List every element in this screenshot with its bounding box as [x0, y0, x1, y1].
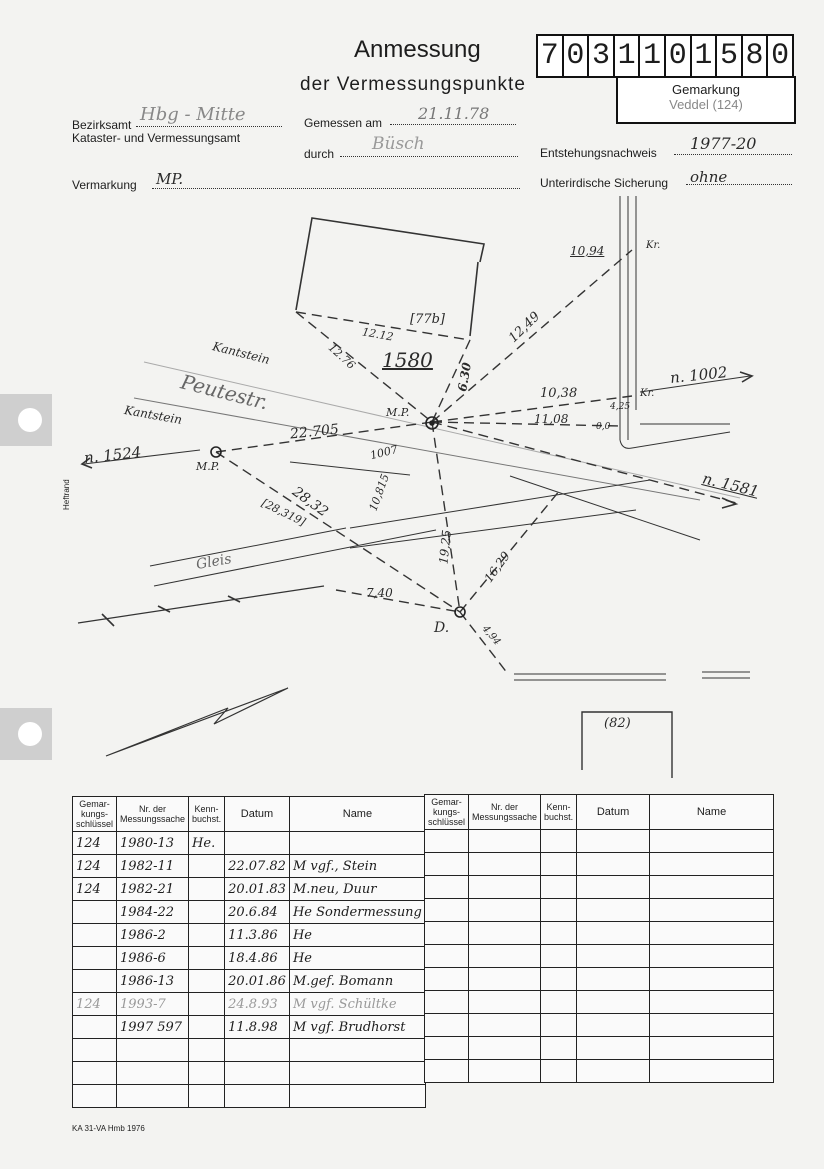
table-header-row: Gemar-kungs-schlüssel Nr. der Messungssache Kenn-buchst. Datum Name: [73, 797, 426, 832]
table-header-row: Gemar-kungs-schlüssel Nr. der Messungssache Kenn-buchst. Datum Name: [425, 795, 774, 830]
bezirksamt-label: Bezirksamt: [72, 118, 132, 132]
table-row: 1984-22 20.6.84 He Sondermessung: [73, 901, 426, 924]
measure-1038: 10,38: [540, 386, 578, 401]
table-row: 1986-2 11.3.86 He: [73, 924, 426, 947]
table-row: 1986-6 18.4.86 He: [73, 947, 426, 970]
sicherung-label: Unterirdische Sicherung: [540, 176, 669, 190]
table-row: 124 1982-21 20.01.83 M.neu, Duur: [73, 878, 426, 901]
measure-1925: 19,25: [436, 529, 454, 565]
table-row: [425, 830, 774, 853]
table-row: [73, 1085, 426, 1108]
gemessen-label: Gemessen am: [304, 116, 383, 130]
form-title: Anmessung: [354, 36, 481, 63]
measure-22705: 22.705: [289, 421, 340, 443]
ref-82: (82): [604, 716, 631, 731]
measure-1108: 11,08: [534, 412, 569, 426]
measure-425: 4,25: [610, 402, 631, 412]
measure-1629: 16,29: [481, 548, 513, 586]
table-row: [425, 853, 774, 876]
kataster-label: Kataster- und Vermessungsamt: [72, 131, 241, 145]
table-row: [425, 899, 774, 922]
table-row: [425, 991, 774, 1014]
form-footer: KA 31-VA Hmb 1976: [72, 1124, 145, 1133]
n1002-label: n. 1002: [669, 363, 729, 387]
table-row: [425, 1014, 774, 1037]
form-subtitle: der Vermessungspunkte: [300, 74, 526, 95]
heftrand-label: Heftrand: [62, 479, 71, 510]
measure-740: 7,40: [366, 586, 393, 600]
measurement-table-left: [72, 796, 426, 1108]
sicherung-value: ohne: [690, 168, 728, 186]
kr-label-2: Kr.: [640, 388, 655, 399]
measure-1276: 12.76: [325, 341, 358, 372]
table-row: [73, 1062, 426, 1085]
measure-494: 4,94: [479, 623, 503, 648]
measure-00: 0,0: [596, 422, 611, 432]
bezirksamt-value: Hbg - Mitte: [140, 104, 246, 125]
table-row: [425, 945, 774, 968]
table-row: [425, 876, 774, 899]
entstehung-label: Entstehungsnachweis: [540, 146, 657, 160]
street-label: Peutestr.: [178, 369, 271, 415]
measure-2832: 28,32: [289, 483, 331, 521]
building-outline: [296, 218, 484, 310]
table-row: 124 1982-11 22.07.82 M vgf., Stein: [73, 855, 426, 878]
measure-28319: [28,319]: [259, 496, 308, 529]
n1581-label: n. 1581: [700, 469, 761, 501]
measure-1249: 12,49: [506, 309, 544, 346]
document-number: 7 0 3 1 1 0 1 5 8 0: [536, 34, 794, 78]
table-row: 1997 597 11.8.98 M vgf. Brudhorst: [73, 1016, 426, 1039]
table-row: [425, 1037, 774, 1060]
table-row: 1986-13 20.01.86 M.gef. Bomann: [73, 970, 426, 993]
mp-label-2: M.P.: [196, 460, 220, 473]
entstehung-value: 1977-20: [690, 134, 757, 153]
table-row: [425, 1060, 774, 1083]
mp-label-1: M.P.: [386, 406, 410, 419]
table-row: 124 1993-7 24.8.93 M vgf. Schültke: [73, 993, 426, 1016]
table-row: [425, 922, 774, 945]
kantstein-label-2: Kantstein: [123, 403, 184, 427]
gemarkung-label: Gemarkung: [672, 82, 740, 97]
n1524-label: n. 1524: [83, 443, 143, 467]
gemarkung-value: Veddel (124): [669, 97, 743, 112]
durch-label: durch: [304, 147, 335, 161]
d-label: D.: [434, 620, 450, 636]
table-row: [73, 1039, 426, 1062]
table-row: 124 1980-13 He.: [73, 832, 426, 855]
measurement-table-right: [424, 794, 774, 1083]
vermarkung-label: Vermarkung: [72, 178, 137, 192]
kantstein-label-1: Kantstein: [211, 339, 272, 367]
ref-77b: [77b]: [410, 312, 446, 327]
parcel-label: 1580: [382, 348, 433, 372]
measure-10815: 10,815: [366, 472, 392, 513]
measure-1007: 1007: [368, 442, 400, 463]
gleis-label: Gleis: [194, 551, 233, 573]
table-row: [425, 968, 774, 991]
durch-value: Büsch: [372, 134, 425, 154]
measure-1212: 12.12: [361, 325, 395, 344]
gemessen-value: 21.11.78: [418, 104, 490, 123]
kr-label-1: Kr.: [646, 240, 661, 251]
measure-630: 6.30: [455, 361, 475, 393]
measure-1094: 10,94: [570, 244, 605, 258]
vermarkung-value: MP.: [156, 170, 184, 188]
